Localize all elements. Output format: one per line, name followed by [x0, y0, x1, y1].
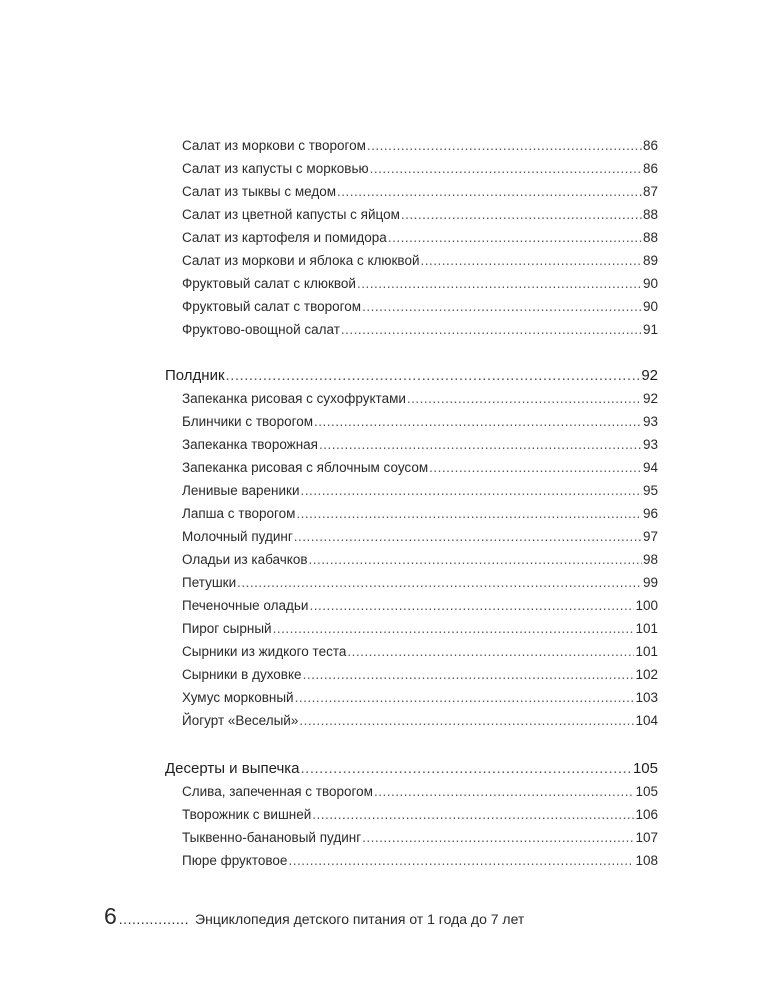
- toc-leader-dots: [295, 688, 635, 708]
- toc-entry[interactable]: [182, 228, 658, 248]
- toc-leader-dots: [337, 182, 642, 202]
- toc-entry[interactable]: [182, 782, 658, 802]
- toc-leader-dots: [299, 711, 634, 731]
- toc-entry-page: 99: [642, 575, 658, 590]
- toc-entry[interactable]: [182, 136, 658, 156]
- toc-entry-page: 105: [635, 784, 658, 799]
- toc-leader-dots: [312, 805, 634, 825]
- toc-entry-title: Лапша с творогом: [182, 506, 296, 521]
- toc-leader-dots: [288, 851, 634, 871]
- toc-leader-dots: [296, 504, 642, 524]
- toc-section-page: 105: [632, 760, 658, 777]
- toc-leader-dots: [421, 251, 642, 271]
- toc-entry-page: 88: [642, 230, 658, 245]
- toc-leader-dots: [407, 389, 642, 409]
- toc-entry-title: Слива, запеченная с творогом: [182, 784, 373, 799]
- toc-entry-page: 89: [642, 253, 658, 268]
- toc-entry-title: Салат из капусты с морковью: [182, 161, 369, 176]
- toc-entry[interactable]: [182, 274, 658, 294]
- toc-entry-title: Йогурт «Веселый»: [182, 713, 299, 728]
- toc-entry-page: 93: [642, 414, 658, 429]
- toc-entry[interactable]: [182, 159, 658, 179]
- toc-entry[interactable]: [182, 573, 658, 593]
- toc-entry-page: 103: [635, 690, 658, 705]
- toc-entry-page: 98: [642, 552, 658, 567]
- toc-leader-dots: [319, 435, 642, 455]
- toc-leader-dots: [367, 136, 642, 156]
- toc-entry-page: 93: [642, 437, 658, 452]
- toc-entry[interactable]: [182, 504, 658, 524]
- toc-leader-dots: [301, 481, 642, 501]
- toc-entry[interactable]: [182, 412, 658, 432]
- toc-entry[interactable]: [182, 550, 658, 570]
- toc-entry-page: 91: [642, 322, 658, 337]
- toc-entry-title: Запеканка рисовая с яблочным соусом: [182, 460, 429, 475]
- toc-entry-page: 88: [642, 207, 658, 222]
- toc-leader-dots: [362, 828, 634, 848]
- toc-leader-dots: [357, 274, 642, 294]
- toc-entry-title: Творожник с вишней: [182, 807, 312, 822]
- toc-entry[interactable]: [182, 389, 658, 409]
- toc-section-heading[interactable]: [165, 759, 658, 779]
- toc-entry[interactable]: [182, 851, 658, 871]
- toc-entry[interactable]: [182, 251, 658, 271]
- toc-leader-dots: [401, 205, 642, 225]
- toc-entry-title: Тыквенно-банановый пудинг: [182, 830, 362, 845]
- toc-entry-title: Фруктовый салат с творогом: [182, 299, 362, 314]
- toc-entry-title: Блинчики с творогом: [182, 414, 313, 429]
- toc-entry-title: Салат из тыквы с медом: [182, 184, 336, 199]
- toc-entry-title: Фруктово-овощной салат: [182, 322, 340, 337]
- toc-section-title: Полдник: [165, 367, 225, 384]
- toc-entry-title: Сырники в духовке: [182, 667, 302, 682]
- toc-entry-page: 100: [635, 598, 658, 613]
- toc-entry-title: Петушки: [182, 575, 237, 590]
- toc-leader-dots: [341, 320, 642, 340]
- toc-entry-title: Фруктовый салат с клюквой: [182, 276, 356, 291]
- toc-entry-title: Запеканка творожная: [182, 437, 318, 452]
- toc-entry-title: Пирог сырный: [182, 621, 272, 636]
- toc-entry-page: 96: [642, 506, 658, 521]
- toc-entry-page: 86: [642, 161, 658, 176]
- toc-section-page: 92: [641, 367, 658, 384]
- toc-leader-dots: [429, 458, 642, 478]
- toc-entry-page: 90: [642, 276, 658, 291]
- toc-leader-dots: [226, 366, 641, 386]
- toc-entry[interactable]: [182, 711, 658, 731]
- toc-entry-page: 104: [635, 713, 658, 728]
- toc-entry-page: 95: [642, 483, 658, 498]
- toc-leader-dots: [301, 759, 632, 779]
- toc-leader-dots: [362, 297, 642, 317]
- toc-entry-page: 92: [642, 391, 658, 406]
- toc-entry-title: Пюре фруктовое: [182, 853, 288, 868]
- toc-leader-dots: [370, 159, 642, 179]
- toc-entry[interactable]: [182, 805, 658, 825]
- footer-leader-dots: ................: [118, 911, 190, 927]
- toc-entry-title: Запеканка рисовая с сухофруктами: [182, 391, 406, 406]
- toc-entry-page: 107: [635, 830, 658, 845]
- toc-entry[interactable]: [182, 205, 658, 225]
- toc-entry[interactable]: [182, 527, 658, 547]
- toc-leader-dots: [347, 642, 634, 662]
- toc-entry[interactable]: [182, 297, 658, 317]
- toc-entry-title: Салат из моркови и яблока с клюквой: [182, 253, 420, 268]
- page-footer: [104, 903, 524, 933]
- toc-entry[interactable]: [182, 828, 658, 848]
- toc-leader-dots: [314, 412, 642, 432]
- toc-leader-dots: [309, 596, 634, 616]
- toc-entry-title: Салат из моркови с творогом: [182, 138, 366, 153]
- toc-leader-dots: [237, 573, 642, 593]
- toc-leader-dots: [309, 550, 642, 570]
- toc-entry[interactable]: [182, 688, 658, 708]
- toc-entry-title: Ленивые вареники: [182, 483, 300, 498]
- toc-section-title: Десерты и выпечка: [165, 760, 300, 777]
- toc-leader-dots: [303, 665, 635, 685]
- toc-entry[interactable]: [182, 619, 658, 639]
- toc-entry[interactable]: [182, 481, 658, 501]
- toc-entry[interactable]: [182, 320, 658, 340]
- toc-entry[interactable]: [182, 182, 658, 202]
- toc-entry-title: Хумус морковный: [182, 690, 294, 705]
- toc-entry-title: Оладьи из кабачков: [182, 552, 308, 567]
- toc-entry-title: Салат из цветной капусты с яйцом: [182, 207, 400, 222]
- toc-entry-page: 108: [635, 853, 658, 868]
- toc-entry-title: Молочный пудинг: [182, 529, 293, 544]
- toc-entry-page: 94: [642, 460, 658, 475]
- toc-leader-dots: [273, 619, 635, 639]
- toc-leader-dots: [294, 527, 642, 547]
- toc-entry[interactable]: [182, 435, 658, 455]
- toc-entry-title: Сырники из жидкого теста: [182, 644, 347, 659]
- toc-leader-dots: [374, 782, 635, 802]
- book-title: Энциклопедия детского питания от 1 года до 7 лет: [195, 911, 525, 927]
- toc-entry[interactable]: [182, 596, 658, 616]
- toc-entry-title: Печеночные оладьи: [182, 598, 309, 613]
- toc-section-heading[interactable]: [165, 366, 658, 386]
- toc-entry[interactable]: [182, 642, 658, 662]
- toc-leader-dots: [388, 228, 642, 248]
- page-number: 6: [104, 903, 117, 929]
- toc-entry[interactable]: [182, 665, 658, 685]
- toc-entry-page: 101: [635, 621, 658, 636]
- toc-entry-page: 87: [642, 184, 658, 199]
- toc-entry[interactable]: [182, 458, 658, 478]
- toc-entry-page: 102: [635, 667, 658, 682]
- toc-entry-page: 101: [635, 644, 658, 659]
- toc-entry-page: 97: [642, 529, 658, 544]
- toc-entry-page: 86: [642, 138, 658, 153]
- toc-entry-title: Салат из картофеля и помидора: [182, 230, 387, 245]
- toc-entry-page: 90: [642, 299, 658, 314]
- toc-entry-page: 106: [635, 807, 658, 822]
